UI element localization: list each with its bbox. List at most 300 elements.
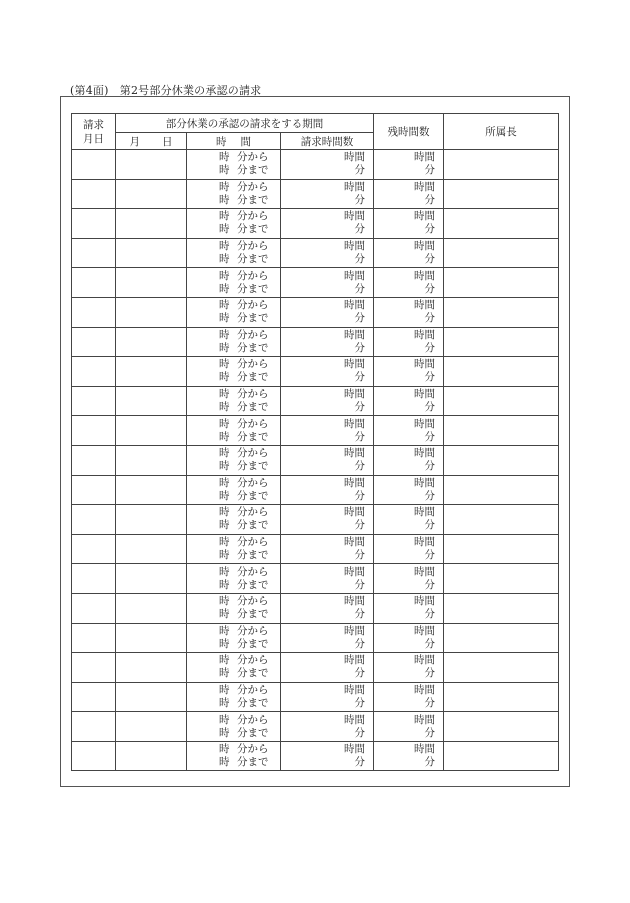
time-range-cell[interactable] — [187, 445, 281, 475]
header-remaining-hours: 残時間数 — [374, 114, 444, 150]
minutes-unit: 分 — [424, 578, 435, 591]
hour-unit-from: 時 — [219, 536, 230, 549]
requested-hours-cell[interactable] — [281, 327, 374, 357]
table-row — [72, 238, 559, 268]
supervisor-cell[interactable] — [444, 475, 559, 505]
hour-unit-to: 時 — [219, 223, 230, 236]
requested-hours-cell[interactable] — [281, 209, 374, 239]
minutes-unit: 分 — [424, 430, 435, 443]
to-text: 分まで — [237, 341, 269, 354]
month-day-cell[interactable] — [116, 357, 187, 387]
request-date-cell[interactable] — [72, 534, 116, 564]
requested-hours-cell[interactable] — [281, 682, 374, 712]
hour-unit-from: 時 — [219, 328, 230, 341]
month-day-cell[interactable] — [116, 741, 187, 771]
time-range-cell[interactable] — [187, 623, 281, 653]
supervisor-cell[interactable] — [444, 209, 559, 239]
request-date-cell[interactable] — [72, 416, 116, 446]
requested-hours-cell[interactable] — [281, 238, 374, 268]
minutes-unit: 分 — [424, 223, 435, 236]
month-day-cell[interactable] — [116, 475, 187, 505]
hours-unit: 時間 — [344, 328, 365, 341]
remaining-hours-cell[interactable] — [374, 564, 444, 594]
hour-unit-to: 時 — [219, 253, 230, 266]
header-time-2: 間 — [240, 135, 251, 148]
supervisor-cell[interactable] — [444, 712, 559, 742]
remaining-hours-cell[interactable] — [374, 623, 444, 653]
hour-unit-to: 時 — [219, 460, 230, 473]
month-day-cell[interactable] — [116, 179, 187, 209]
request-date-cell[interactable] — [72, 327, 116, 357]
requested-hours-cell[interactable] — [281, 268, 374, 298]
remaining-hours-cell[interactable] — [374, 593, 444, 623]
remaining-hours-cell[interactable] — [374, 357, 444, 387]
minutes-unit: 分 — [424, 312, 435, 325]
hours-unit: 時間 — [414, 506, 435, 519]
requested-hours-cell[interactable] — [281, 179, 374, 209]
remaining-hours-cell[interactable] — [374, 653, 444, 683]
table-row — [72, 179, 559, 209]
remaining-hours-cell[interactable] — [374, 209, 444, 239]
header-time — [187, 133, 281, 150]
hour-unit-from: 時 — [219, 654, 230, 667]
month-day-cell[interactable] — [116, 682, 187, 712]
from-text: 分から — [237, 269, 269, 282]
month-day-cell[interactable] — [116, 209, 187, 239]
hour-unit-from: 時 — [219, 447, 230, 460]
partial-leave-request-table — [71, 113, 559, 771]
from-text: 分から — [237, 654, 269, 667]
supervisor-cell[interactable] — [444, 653, 559, 683]
to-text: 分まで — [237, 223, 269, 236]
requested-hours-cell[interactable] — [281, 150, 374, 180]
minutes-unit: 分 — [354, 460, 365, 473]
from-text: 分から — [237, 358, 269, 371]
hour-unit-to: 時 — [219, 193, 230, 206]
hour-unit-from: 時 — [219, 180, 230, 193]
supervisor-cell[interactable] — [444, 445, 559, 475]
minutes-unit: 分 — [424, 667, 435, 680]
requested-hours-cell[interactable] — [281, 534, 374, 564]
time-range-cell[interactable] — [187, 712, 281, 742]
to-text: 分まで — [237, 726, 269, 739]
hours-unit: 時間 — [344, 151, 365, 164]
hours-unit: 時間 — [414, 683, 435, 696]
hour-unit-from: 時 — [219, 506, 230, 519]
hours-unit: 時間 — [344, 417, 365, 430]
hours-unit: 時間 — [344, 358, 365, 371]
minutes-unit: 分 — [354, 696, 365, 709]
supervisor-cell[interactable] — [444, 179, 559, 209]
hour-unit-to: 時 — [219, 312, 230, 325]
from-text: 分から — [237, 328, 269, 341]
hours-unit: 時間 — [344, 683, 365, 696]
hours-unit: 時間 — [344, 595, 365, 608]
hour-unit-to: 時 — [219, 401, 230, 414]
to-text: 分まで — [237, 578, 269, 591]
minutes-unit: 分 — [354, 667, 365, 680]
minutes-unit: 分 — [354, 371, 365, 384]
hour-unit-from: 時 — [219, 151, 230, 164]
hour-unit-to: 時 — [219, 756, 230, 769]
hours-unit: 時間 — [414, 210, 435, 223]
requested-hours-cell[interactable] — [281, 445, 374, 475]
from-text: 分から — [237, 506, 269, 519]
hours-unit: 時間 — [414, 476, 435, 489]
supervisor-cell[interactable] — [444, 534, 559, 564]
to-text: 分まで — [237, 489, 269, 502]
requested-hours-cell[interactable] — [281, 564, 374, 594]
to-text: 分まで — [237, 756, 269, 769]
minutes-unit: 分 — [354, 430, 365, 443]
supervisor-cell[interactable] — [444, 741, 559, 771]
hours-unit: 時間 — [414, 565, 435, 578]
supervisor-cell[interactable] — [444, 297, 559, 327]
minutes-unit: 分 — [354, 164, 365, 177]
remaining-hours-cell[interactable] — [374, 150, 444, 180]
time-range-cell[interactable] — [187, 653, 281, 683]
hours-unit: 時間 — [414, 624, 435, 637]
hours-unit: 時間 — [414, 417, 435, 430]
time-range-cell[interactable] — [187, 534, 281, 564]
supervisor-cell[interactable] — [444, 564, 559, 594]
from-text: 分から — [237, 624, 269, 637]
month-day-cell[interactable] — [116, 623, 187, 653]
minutes-unit: 分 — [424, 608, 435, 621]
time-range-cell[interactable] — [187, 268, 281, 298]
request-date-cell[interactable] — [72, 268, 116, 298]
month-day-cell[interactable] — [116, 534, 187, 564]
minutes-unit: 分 — [424, 253, 435, 266]
minutes-unit: 分 — [354, 756, 365, 769]
request-date-cell[interactable] — [72, 564, 116, 594]
request-date-cell[interactable] — [72, 238, 116, 268]
to-text: 分まで — [237, 401, 269, 414]
supervisor-cell[interactable] — [444, 386, 559, 416]
requested-hours-cell[interactable] — [281, 505, 374, 535]
to-text: 分まで — [237, 371, 269, 384]
hours-unit: 時間 — [414, 151, 435, 164]
hour-unit-to: 時 — [219, 430, 230, 443]
hour-unit-to: 時 — [219, 667, 230, 680]
minutes-unit: 分 — [424, 489, 435, 502]
month-day-cell[interactable] — [116, 327, 187, 357]
minutes-unit: 分 — [354, 223, 365, 236]
supervisor-cell[interactable] — [444, 357, 559, 387]
hour-unit-from: 時 — [219, 743, 230, 756]
time-range-cell[interactable] — [187, 297, 281, 327]
hour-unit-to: 時 — [219, 578, 230, 591]
supervisor-cell[interactable] — [444, 623, 559, 653]
hour-unit-from: 時 — [219, 476, 230, 489]
month-day-cell[interactable] — [116, 416, 187, 446]
minutes-unit: 分 — [354, 549, 365, 562]
month-day-cell[interactable] — [116, 712, 187, 742]
minutes-unit: 分 — [424, 401, 435, 414]
time-range-cell[interactable] — [187, 564, 281, 594]
minutes-unit: 分 — [424, 460, 435, 473]
hour-unit-from: 時 — [219, 269, 230, 282]
header-day: 日 — [162, 135, 173, 148]
request-date-cell[interactable] — [72, 593, 116, 623]
hours-unit: 時間 — [344, 269, 365, 282]
to-text: 分まで — [237, 637, 269, 650]
requested-hours-cell[interactable] — [281, 297, 374, 327]
supervisor-cell[interactable] — [444, 593, 559, 623]
request-date-cell[interactable] — [72, 357, 116, 387]
time-range-cell[interactable] — [187, 682, 281, 712]
month-day-cell[interactable] — [116, 238, 187, 268]
hours-unit: 時間 — [414, 388, 435, 401]
hour-unit-from: 時 — [219, 358, 230, 371]
from-text: 分から — [237, 417, 269, 430]
hours-unit: 時間 — [344, 536, 365, 549]
time-range-cell[interactable] — [187, 179, 281, 209]
request-date-cell[interactable] — [72, 150, 116, 180]
request-date-cell[interactable] — [72, 475, 116, 505]
hour-unit-to: 時 — [219, 489, 230, 502]
table-row — [72, 682, 559, 712]
from-text: 分から — [237, 151, 269, 164]
minutes-unit: 分 — [424, 164, 435, 177]
requested-hours-cell[interactable] — [281, 475, 374, 505]
requested-hours-cell[interactable] — [281, 741, 374, 771]
hours-unit: 時間 — [344, 210, 365, 223]
table-row — [72, 416, 559, 446]
remaining-hours-cell[interactable] — [374, 534, 444, 564]
table-row — [72, 741, 559, 771]
request-date-cell[interactable] — [72, 623, 116, 653]
time-range-cell[interactable] — [187, 150, 281, 180]
hours-unit: 時間 — [414, 240, 435, 253]
month-day-cell[interactable] — [116, 268, 187, 298]
month-day-cell[interactable] — [116, 593, 187, 623]
hour-unit-to: 時 — [219, 282, 230, 295]
request-date-cell[interactable] — [72, 505, 116, 535]
requested-hours-cell[interactable] — [281, 653, 374, 683]
hour-unit-from: 時 — [219, 388, 230, 401]
month-day-cell[interactable] — [116, 653, 187, 683]
request-date-cell[interactable] — [72, 297, 116, 327]
header-request-date-line1: 請求 — [83, 118, 104, 131]
supervisor-cell[interactable] — [444, 150, 559, 180]
minutes-unit: 分 — [354, 519, 365, 532]
hour-unit-from: 時 — [219, 565, 230, 578]
from-text: 分から — [237, 683, 269, 696]
hours-unit: 時間 — [414, 299, 435, 312]
minutes-unit: 分 — [424, 549, 435, 562]
hours-unit: 時間 — [344, 299, 365, 312]
request-date-cell[interactable] — [72, 682, 116, 712]
table-row — [72, 327, 559, 357]
header-request-date — [72, 114, 116, 150]
time-range-cell[interactable] — [187, 741, 281, 771]
minutes-unit: 分 — [424, 519, 435, 532]
table-row — [72, 150, 559, 180]
request-date-cell[interactable] — [72, 653, 116, 683]
supervisor-cell[interactable] — [444, 682, 559, 712]
minutes-unit: 分 — [424, 282, 435, 295]
to-text: 分まで — [237, 430, 269, 443]
minutes-unit: 分 — [354, 489, 365, 502]
minutes-unit: 分 — [424, 371, 435, 384]
supervisor-cell[interactable] — [444, 238, 559, 268]
remaining-hours-cell[interactable] — [374, 327, 444, 357]
remaining-hours-cell[interactable] — [374, 238, 444, 268]
hour-unit-to: 時 — [219, 726, 230, 739]
minutes-unit: 分 — [424, 193, 435, 206]
requested-hours-cell[interactable] — [281, 357, 374, 387]
from-text: 分から — [237, 447, 269, 460]
table-row — [72, 386, 559, 416]
time-range-cell[interactable] — [187, 238, 281, 268]
hour-unit-from: 時 — [219, 240, 230, 253]
hour-unit-from: 時 — [219, 210, 230, 223]
time-range-cell[interactable] — [187, 327, 281, 357]
remaining-hours-cell[interactable] — [374, 445, 444, 475]
request-date-cell[interactable] — [72, 712, 116, 742]
hours-unit: 時間 — [414, 447, 435, 460]
minutes-unit: 分 — [354, 253, 365, 266]
from-text: 分から — [237, 536, 269, 549]
minutes-unit: 分 — [424, 726, 435, 739]
hours-unit: 時間 — [344, 624, 365, 637]
hours-unit: 時間 — [414, 328, 435, 341]
time-range-cell[interactable] — [187, 386, 281, 416]
time-range-cell[interactable] — [187, 475, 281, 505]
hours-unit: 時間 — [414, 358, 435, 371]
to-text: 分まで — [237, 312, 269, 325]
hour-unit-from: 時 — [219, 683, 230, 696]
minutes-unit: 分 — [424, 696, 435, 709]
remaining-hours-cell[interactable] — [374, 741, 444, 771]
requested-hours-cell[interactable] — [281, 712, 374, 742]
remaining-hours-cell[interactable] — [374, 268, 444, 298]
from-text: 分から — [237, 240, 269, 253]
to-text: 分まで — [237, 193, 269, 206]
hour-unit-to: 時 — [219, 341, 230, 354]
minutes-unit: 分 — [354, 341, 365, 354]
to-text: 分まで — [237, 253, 269, 266]
time-range-cell[interactable] — [187, 505, 281, 535]
time-range-cell[interactable] — [187, 593, 281, 623]
remaining-hours-cell[interactable] — [374, 712, 444, 742]
minutes-unit: 分 — [354, 608, 365, 621]
table-row — [72, 357, 559, 387]
table-row — [72, 445, 559, 475]
to-text: 分まで — [237, 282, 269, 295]
hours-unit: 時間 — [414, 595, 435, 608]
month-day-cell[interactable] — [116, 386, 187, 416]
to-text: 分まで — [237, 519, 269, 532]
minutes-unit: 分 — [424, 756, 435, 769]
hours-unit: 時間 — [414, 180, 435, 193]
minutes-unit: 分 — [354, 637, 365, 650]
month-day-cell[interactable] — [116, 445, 187, 475]
form-heading: (第4面) 第2号部分休業の承認の請求 — [70, 84, 262, 97]
request-date-cell[interactable] — [72, 445, 116, 475]
hours-unit: 時間 — [344, 180, 365, 193]
month-day-cell[interactable] — [116, 564, 187, 594]
from-text: 分から — [237, 180, 269, 193]
table-row — [72, 505, 559, 535]
request-date-cell[interactable] — [72, 741, 116, 771]
time-range-cell[interactable] — [187, 209, 281, 239]
header-requested-hours: 請求時間数 — [281, 133, 374, 150]
header-month-day — [116, 133, 187, 150]
hours-unit: 時間 — [344, 506, 365, 519]
hour-unit-from: 時 — [219, 595, 230, 608]
remaining-hours-cell[interactable] — [374, 297, 444, 327]
remaining-hours-cell[interactable] — [374, 505, 444, 535]
requested-hours-cell[interactable] — [281, 386, 374, 416]
supervisor-cell[interactable] — [444, 268, 559, 298]
table-row — [72, 623, 559, 653]
request-date-cell[interactable] — [72, 386, 116, 416]
from-text: 分から — [237, 388, 269, 401]
month-day-cell[interactable] — [116, 505, 187, 535]
minutes-unit: 分 — [354, 401, 365, 414]
hours-unit: 時間 — [414, 536, 435, 549]
hours-unit: 時間 — [344, 565, 365, 578]
hours-unit: 時間 — [344, 654, 365, 667]
minutes-unit: 分 — [354, 578, 365, 591]
from-text: 分から — [237, 476, 269, 489]
hours-unit: 時間 — [414, 743, 435, 756]
remaining-hours-cell[interactable] — [374, 682, 444, 712]
hour-unit-from: 時 — [219, 624, 230, 637]
request-date-cell[interactable] — [72, 179, 116, 209]
hour-unit-to: 時 — [219, 371, 230, 384]
requested-hours-cell[interactable] — [281, 416, 374, 446]
from-text: 分から — [237, 713, 269, 726]
header-time-1: 時 — [216, 135, 227, 148]
hour-unit-from: 時 — [219, 713, 230, 726]
request-date-cell[interactable] — [72, 209, 116, 239]
hours-unit: 時間 — [344, 743, 365, 756]
hours-unit: 時間 — [344, 476, 365, 489]
hours-unit: 時間 — [344, 713, 365, 726]
supervisor-cell[interactable] — [444, 505, 559, 535]
remaining-hours-cell[interactable] — [374, 475, 444, 505]
time-range-cell[interactable] — [187, 357, 281, 387]
to-text: 分まで — [237, 667, 269, 680]
hours-unit: 時間 — [344, 388, 365, 401]
table-row — [72, 534, 559, 564]
hours-unit: 時間 — [344, 240, 365, 253]
minutes-unit: 分 — [354, 312, 365, 325]
minutes-unit: 分 — [424, 341, 435, 354]
minutes-unit: 分 — [354, 193, 365, 206]
supervisor-cell[interactable] — [444, 416, 559, 446]
from-text: 分から — [237, 210, 269, 223]
hour-unit-to: 時 — [219, 164, 230, 177]
hour-unit-to: 時 — [219, 549, 230, 562]
requested-hours-cell[interactable] — [281, 623, 374, 653]
header-request-date-line2: 月日 — [83, 132, 104, 145]
hours-unit: 時間 — [414, 713, 435, 726]
time-range-cell[interactable] — [187, 416, 281, 446]
remaining-hours-cell[interactable] — [374, 386, 444, 416]
hour-unit-to: 時 — [219, 696, 230, 709]
requested-hours-cell[interactable] — [281, 593, 374, 623]
month-day-cell[interactable] — [116, 297, 187, 327]
table-row — [72, 564, 559, 594]
remaining-hours-cell[interactable] — [374, 179, 444, 209]
month-day-cell[interactable] — [116, 150, 187, 180]
remaining-hours-cell[interactable] — [374, 416, 444, 446]
supervisor-cell[interactable] — [444, 327, 559, 357]
